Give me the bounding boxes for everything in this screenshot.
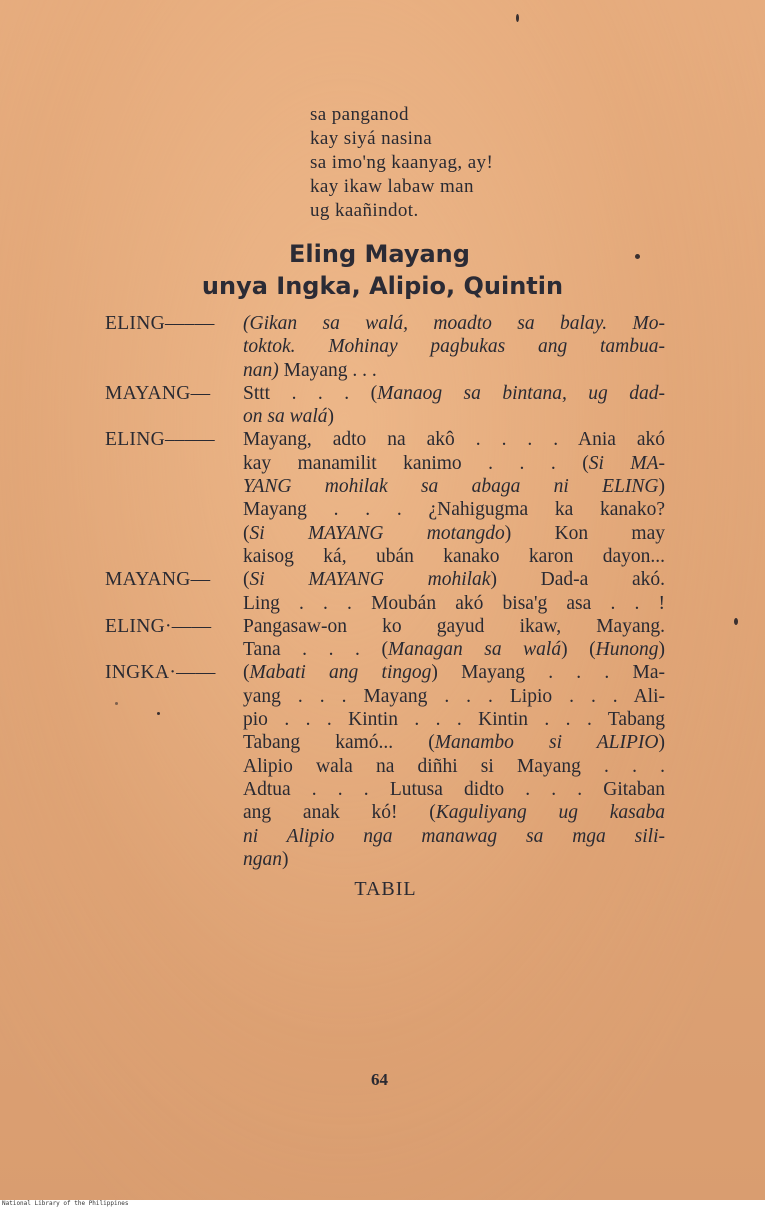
dialogue-entry (105, 382, 665, 429)
spoken-text: ) Dad-a akó. (490, 569, 665, 591)
dialogue-entry (105, 428, 665, 568)
spoken-text: Mayang, adto na akô . . . . Ania akó (243, 429, 665, 451)
stage-direction: Si MA- (588, 452, 665, 474)
poem-line: kay ikaw labaw man (310, 176, 474, 197)
dialogue-line (243, 359, 665, 382)
spoken-text: ) (327, 406, 335, 428)
page-number: 64 (371, 1070, 388, 1089)
stage-direction: Manambo si ALIPIO (434, 732, 659, 754)
dialogue-text (243, 382, 665, 429)
stage-direction: ngan (243, 848, 282, 870)
dialogue-line (243, 405, 665, 428)
spoken-text: ) (282, 848, 289, 870)
dialogue-text (243, 428, 665, 568)
spoken-text: ) ( (561, 639, 596, 661)
dialogue-line (243, 638, 665, 661)
poem-line: kay siyá nasina (310, 128, 433, 149)
dialogue-line (243, 848, 665, 871)
dialogue-entry (105, 568, 665, 615)
dialogue-entry (105, 615, 665, 662)
spoken-text: kaisog ká, ubán kanako karon dayon... (243, 545, 665, 567)
scene-title-line1: Eling Mayang (289, 240, 470, 268)
spoken-text: Mayang . . . ¿Nahigugma ka kanako? (243, 499, 665, 521)
paper-speck (115, 702, 118, 705)
stage-direction: Si MAYANG mohilak (249, 569, 491, 591)
stage-direction: Managan sa walá (387, 639, 562, 661)
stage-direction: YANG mohilak sa abaga ni ELING (243, 476, 659, 498)
dialogue-line (243, 382, 665, 405)
stage-direction: Mabati ang tingog (249, 662, 432, 684)
spoken-text: Sttt . . . ( (243, 382, 378, 404)
spoken-text: ( (243, 522, 250, 544)
spoken-text: ) (658, 476, 665, 498)
dialogue-text (243, 615, 665, 662)
spoken-text: Tabang kamó... ( (243, 732, 435, 754)
stage-direction: (Gikan sa walá, moadto sa balay. Mo- (243, 313, 665, 334)
spoken-text: ( (243, 662, 250, 684)
spoken-text: Pangasaw-on ko gayud ikaw, Mayang. (243, 615, 665, 637)
speaker-name: ELING—–— (105, 313, 215, 334)
spoken-text: ) (658, 639, 665, 661)
spoken-text: Adtua . . . Lutusa didto . . . Gitaban (243, 778, 665, 800)
stage-direction: Kaguliyang ug kasaba (435, 802, 665, 824)
speaker-name: ELING·—— (105, 615, 212, 637)
spoken-text: yang . . . Mayang . . . Lipio . . . Ali- (243, 685, 665, 707)
speaker-name: MAYANG— (105, 569, 211, 591)
speaker-name: ELING–––— (105, 429, 215, 451)
paper-speck (635, 254, 640, 259)
poem-line: ug kaañindot. (310, 200, 419, 221)
dialogue-text (243, 568, 665, 615)
paper-speck (157, 712, 160, 715)
spoken-text: Alipio wala na diñhi si Mayang . . . (243, 755, 665, 777)
stage-direction: on sa walá (243, 406, 328, 428)
spoken-text: ang anak kó! ( (243, 802, 436, 824)
dialogue-line (243, 731, 665, 754)
dialogue-line (243, 522, 665, 545)
dialogue-entry (105, 661, 665, 871)
spoken-text: pio . . . Kintin . . . Kintin . . . Tabang (243, 709, 665, 731)
dialogue-text (243, 661, 665, 871)
stage-direction: Hunong (595, 639, 659, 661)
spoken-text: ) Mayang . . . Ma- (431, 662, 665, 684)
dialogue-line (243, 661, 665, 684)
dialogue-line (243, 568, 665, 591)
dialogue-line (243, 801, 665, 824)
speaker-name: MAYANG— (105, 382, 211, 404)
spoken-text: Tana . . . ( (243, 639, 388, 661)
stage-direction: toktok. Mohinay pagbukas ang tambua- (243, 336, 665, 358)
spoken-text: ) Kon may (504, 522, 666, 544)
library-footer: National Library of the Philippines (0, 1200, 765, 1208)
poem-line: sa panganod (310, 104, 409, 125)
spoken-text: ) (658, 732, 665, 754)
poem-stanza (310, 103, 493, 223)
dialogue-entry (105, 312, 665, 382)
paper-speck (516, 14, 519, 22)
poem-line: sa imo'ng kaanyag, ay! (310, 152, 494, 173)
dialogue-line (243, 475, 665, 498)
stage-direction: Manaog sa bintana, ug dad- (377, 382, 665, 404)
dialogue-text (243, 312, 665, 382)
spoken-text: ( (243, 569, 250, 591)
paper-speck (734, 618, 738, 625)
stage-direction: Si MAYANG motangdo (249, 522, 505, 544)
spoken-text: kay manamilit kanimo . . . ( (243, 452, 589, 474)
curtain-label: TABIL (354, 878, 417, 900)
stage-direction: ni Alipio nga manawag sa mga sili- (243, 825, 665, 847)
stage-direction: nan) (243, 359, 279, 381)
speaker-name: INGKA·—— (105, 662, 216, 684)
spoken-text: Mayang . . . (283, 359, 377, 381)
dialogue-line (243, 452, 665, 475)
spoken-text: Ling . . . Moubán akó bisa'g asa . . ! (243, 592, 665, 614)
scene-title-line2: unya Ingka, Alipio, Quintin (201, 272, 564, 300)
dialogue-script (105, 312, 665, 871)
